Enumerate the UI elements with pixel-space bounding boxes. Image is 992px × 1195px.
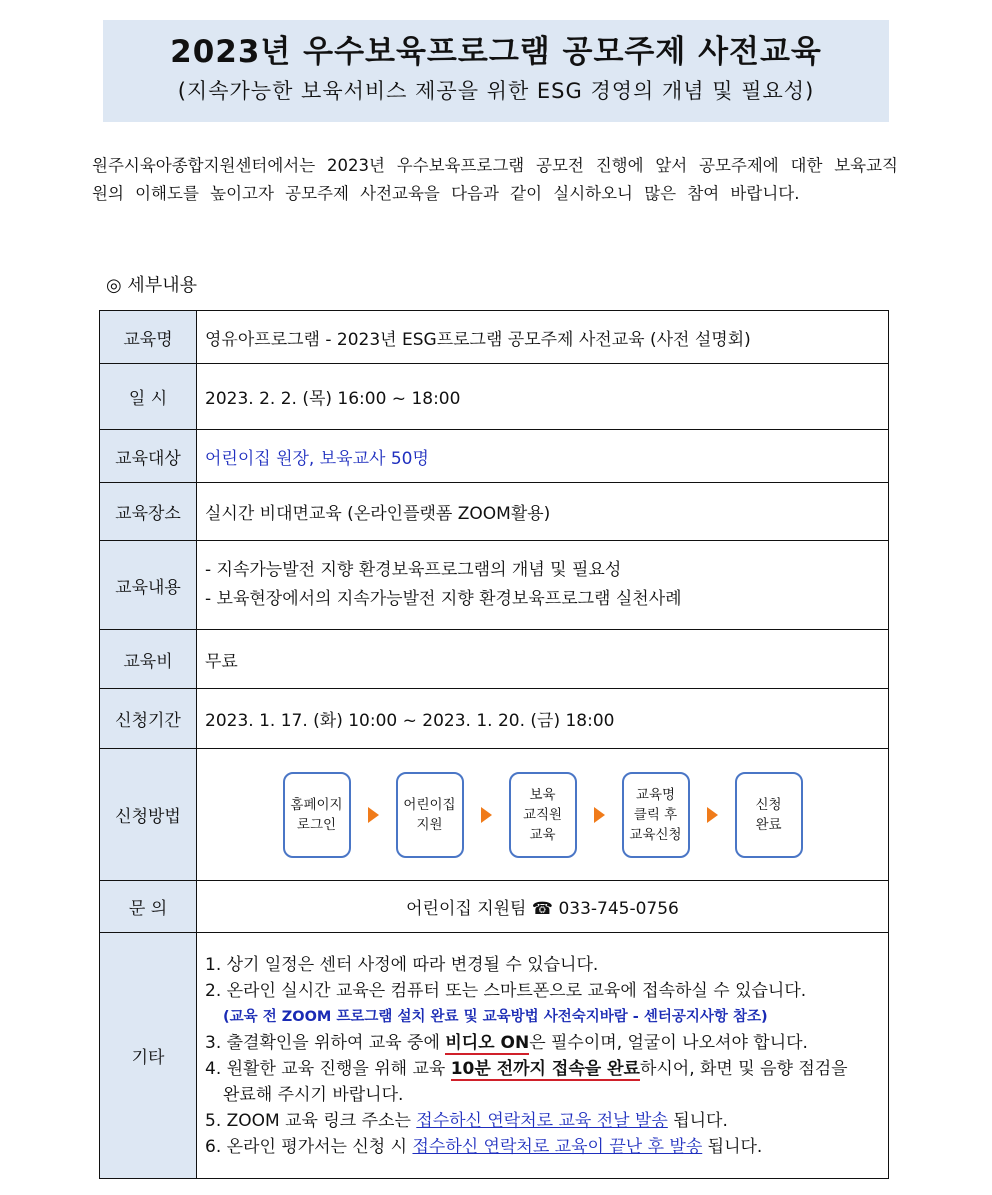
row-etc <box>100 933 889 1179</box>
intro-paragraph: 원주시육아종합지원센터에서는 2023년 우수보육프로그램 공모전 진행에 앞서 공모주제에 대한 보육교직원의 이해도를 높이고자 공모주제 사전교육을 다음과 같이 실시하오니 많은 참여 바랍니다. <box>92 156 898 203</box>
label-fee: 교육비 <box>100 630 197 689</box>
step-1-line-1: 홈페이지 <box>290 796 343 813</box>
step-homepage-login <box>283 772 351 858</box>
arrow-right-icon <box>707 807 718 823</box>
value-contact: 어린이집 지원팀 ☎ 033-745-0756 <box>197 881 889 933</box>
value-fee: 무료 <box>197 630 889 689</box>
note-5 <box>205 1108 880 1134</box>
row-period <box>100 689 889 749</box>
row-method <box>100 749 889 881</box>
row-fee <box>100 630 889 689</box>
note-5-c: 됩니다. <box>667 1110 728 1131</box>
step-5-line-2: 완료 <box>755 816 782 833</box>
note-3-c: 은 필수이며, 얼굴이 나오셔야 합니다. <box>529 1032 808 1053</box>
value-period: 2023. 1. 17. (화) 10:00 ~ 2023. 1. 20. (금) 18:00 <box>197 689 889 749</box>
note-4-c: 하시어, 화면 및 음향 점검을 <box>639 1058 848 1079</box>
label-etc: 기타 <box>100 933 197 1179</box>
note-3-emphasis: 비디오 ON <box>445 1032 530 1053</box>
step-4-line-2: 클릭 후 <box>633 806 678 823</box>
step-complete <box>735 772 803 858</box>
row-name <box>100 311 889 364</box>
note-2: 2. 온라인 실시간 교육은 컴퓨터 또는 스마트폰으로 교육에 접속하실 수 있습니다. <box>205 980 807 1001</box>
row-content <box>100 541 889 630</box>
step-2-line-2: 지원 <box>416 816 443 833</box>
step-click-apply <box>622 772 690 858</box>
step-3-line-1: 보육 <box>529 786 556 803</box>
label-content: 교육내용 <box>100 541 197 630</box>
note-4-a: 4. 원활한 교육 진행을 위해 교육 <box>205 1058 451 1079</box>
note-6-emphasis: 접수하신 연락처로 교육이 끝난 후 발송 <box>412 1136 703 1157</box>
notes-list <box>197 933 889 1179</box>
note-6-a: 6. 온라인 평가서는 신청 시 <box>205 1136 413 1157</box>
step-3-line-2: 교직원 <box>522 806 563 823</box>
row-place <box>100 483 889 541</box>
value-name: 영유아프로그램 - 2023년 ESG프로그램 공모주제 사전교육 (사전 설명회) <box>197 311 889 364</box>
value-target: 어린이집 원장, 보육교사 50명 <box>197 430 889 483</box>
note-5-a: 5. ZOOM 교육 링크 주소는 <box>205 1110 417 1131</box>
title-banner <box>103 20 889 122</box>
page-title: 2023년 우수보육프로그램 공모주제 사전교육 <box>170 34 822 70</box>
value-datetime: 2023. 2. 2. (목) 16:00 ~ 18:00 <box>197 364 889 430</box>
note-3-a: 3. 출결확인을 위하여 교육 중에 <box>205 1032 446 1053</box>
step-5-line-1: 신청 <box>755 796 782 813</box>
step-2-line-1: 어린이집 <box>403 796 456 813</box>
section-title: ◎ 세부내용 <box>106 275 197 296</box>
label-contact: 문 의 <box>100 881 197 933</box>
label-datetime: 일 시 <box>100 364 197 430</box>
step-4-line-1: 교육명 <box>635 786 676 803</box>
arrow-right-icon <box>368 807 379 823</box>
note-3 <box>205 1030 880 1056</box>
note-5-emphasis: 접수하신 연락처로 교육 전날 발송 <box>416 1110 668 1131</box>
content-line-1: - 지속가능발전 지향 환경보육프로그램의 개념 및 필요성 <box>205 560 622 580</box>
step-1-line-2: 로그인 <box>296 816 337 833</box>
label-name: 교육명 <box>100 311 197 364</box>
application-flow <box>197 750 888 880</box>
arrow-right-icon <box>481 807 492 823</box>
note-2-detail: (교육 전 ZOOM 프로그램 설치 완료 및 교육방법 사전숙지바람 - 센터공지사항 참조) <box>223 1008 768 1025</box>
label-place: 교육장소 <box>100 483 197 541</box>
note-4 <box>205 1056 880 1082</box>
note-6 <box>205 1134 880 1160</box>
page-subtitle: (지속가능한 보육서비스 제공을 위한 ESG 경영의 개념 및 필요성) <box>177 79 815 103</box>
step-daycare-support <box>396 772 464 858</box>
value-method <box>197 749 889 881</box>
details-table <box>99 310 889 1179</box>
label-period: 신청기간 <box>100 689 197 749</box>
row-contact <box>100 881 889 933</box>
value-place: 실시간 비대면교육 (온라인플랫폼 ZOOM활용) <box>197 483 889 541</box>
value-content <box>197 541 889 630</box>
label-target: 교육대상 <box>100 430 197 483</box>
step-4-line-3: 교육신청 <box>629 826 682 843</box>
note-4-continued: 완료해 주시기 바랍니다. <box>223 1084 404 1105</box>
step-staff-education <box>509 772 577 858</box>
note-6-c: 됩니다. <box>702 1136 763 1157</box>
row-datetime <box>100 364 889 430</box>
content-line-2: - 보육현장에서의 지속가능발전 지향 환경보육프로그램 실천사례 <box>205 589 682 609</box>
note-4-emphasis: 10분 전까지 접속을 완료 <box>450 1058 640 1079</box>
step-3-line-3: 교육 <box>529 826 556 843</box>
row-target <box>100 430 889 483</box>
note-1: 1. 상기 일정은 센터 사정에 따라 변경될 수 있습니다. <box>205 954 599 975</box>
label-method: 신청방법 <box>100 749 197 881</box>
arrow-right-icon <box>594 807 605 823</box>
